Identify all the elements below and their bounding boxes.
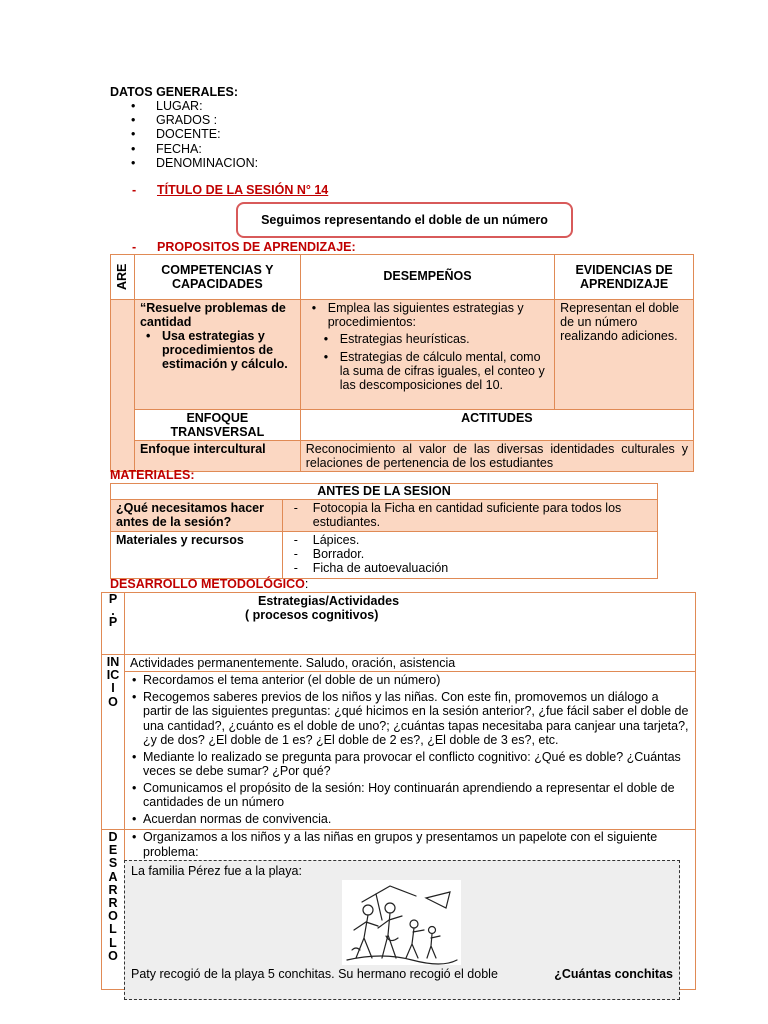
desarrollo-label-wrap: [110, 577, 308, 591]
inicio-cell: [102, 655, 125, 830]
inicio-letter: IC: [106, 668, 120, 683]
datos-item: • LUGAR:: [131, 99, 258, 113]
datos-item: • DOCENTE:: [131, 127, 258, 141]
pp-letter: P: [108, 615, 118, 629]
session-title: Seguimos representando el doble de un número: [261, 213, 548, 227]
competencia-text: “Resuelve problemas de cantidad: [139, 301, 286, 329]
desarrollo-label: DESARROLLO METODOLÓGICO: [110, 577, 305, 591]
inicio-item: • Recogemos saberes previos de los niños y las niñas. Con este fin, promovemos un diálogo a partir de las siguientes preguntas: ¿qué hicimos en la sesión anterior?, ¿fue fácil saber el doble de una cantidad?, ¿cuánto es el doble de uno?; ¿cuántas tapas necesitaba para canjear una tarjeta?, ¿y de dos? ¿El doble de 1 es? ¿El doble de 2 es?, ¿El doble de 3 es?, etc.: [130, 690, 690, 748]
datos-item: • GRADOS :: [131, 113, 258, 127]
desarrollo-letter: D: [108, 830, 118, 844]
desarrollo-colon: :: [304, 577, 309, 591]
materiales-header: ANTES DE LA SESION: [111, 484, 658, 500]
materiales-a2-item: - Borrador.: [288, 547, 652, 561]
propositos-label: PROPOSITOS DE APRENDIZAJE:: [157, 240, 356, 254]
desarrollo-letter: E: [108, 843, 118, 858]
desarrollo-item: • Organizamos a los niños y a las niñas en grupos y presentamos un papelote con el siguiente problema:: [130, 830, 690, 859]
materiales-a2-item: - Lápices.: [288, 533, 652, 547]
pp-letter: P: [108, 592, 118, 606]
desempeno-intro: • Emplea las siguientes estrategias y procedimientos:: [306, 301, 549, 329]
desempeno-cell: [300, 300, 554, 410]
actitud-cell: Reconocimiento al valor de las diversas identidades culturales y relaciones de pertenencia de los estudiantes: [300, 441, 693, 472]
inicio-item: • Recordamos el tema anterior (el doble de un número): [130, 673, 690, 688]
desarrollo-letter: L: [109, 935, 117, 950]
desempeno-item: • Estrategias heurísticas.: [318, 332, 549, 346]
desarrollo-letter: O: [108, 909, 118, 924]
propositos-dash: -: [132, 240, 137, 254]
inicio-item: • Acuerdan normas de convivencia.: [130, 812, 690, 827]
desempenos-header: DESEMPEÑOS: [300, 255, 554, 300]
materiales-a2-cell: [282, 532, 657, 579]
capacidad-item: • Usa estrategias y procedimientos de estimación y cálculo.: [140, 329, 295, 371]
estrategias-header: [125, 593, 696, 655]
materiales-a1-cell: [282, 500, 657, 532]
inicio-letter: O: [108, 694, 118, 709]
desarrollo-letter: R: [108, 882, 118, 897]
pp-cell: [102, 593, 125, 655]
materiales-a2-item: - Ficha de autoevaluación: [288, 561, 652, 575]
estrategias-header-line2: ( procesos cognitivos): [245, 608, 379, 622]
problem-box: [124, 860, 680, 1000]
pp-letter: .: [111, 603, 115, 618]
materiales-q2: Materiales y recursos: [111, 532, 283, 579]
inicio-letter: IN: [106, 655, 120, 669]
inicio-letter: I: [111, 681, 115, 696]
competencia-cell: [134, 300, 300, 410]
area-header: ARE: [111, 255, 135, 300]
inicio-content: [125, 655, 696, 830]
desempeno-item: • Estrategias de cálculo mental, como la suma de cifras iguales, el conteo y las descomposiciones del 10.: [318, 350, 549, 392]
session-title-box: [236, 202, 573, 238]
family-beach-drawing: [342, 880, 461, 965]
area-cell: [111, 300, 135, 472]
estrategias-header-line1: Estrategias/Actividades: [258, 594, 400, 608]
enfoque-header: ENFOQUE TRANSVERSAL: [134, 410, 300, 441]
enfoque-cell: Enfoque intercultural: [134, 441, 300, 472]
datos-item: • FECHA:: [131, 142, 258, 156]
problem-text: Paty recogió de la playa 5 conchitas. Su hermano recogió el doble: [131, 967, 498, 981]
inicio-first: Actividades permanentemente. Saludo, oración, asistencia: [125, 655, 695, 672]
session-dash: -: [132, 183, 137, 197]
materiales-table: [110, 483, 658, 579]
datos-list: [131, 99, 258, 170]
desarrollo-letter: S: [108, 856, 118, 871]
materiales-q1: ¿Qué necesitamos hacer antes de la sesión?: [111, 500, 283, 532]
evidencia-cell: Representan el doble de un número realizando adiciones.: [555, 300, 694, 410]
inicio-item: • Comunicamos el propósito de la sesión: Hoy continuarán aprendiendo a representar el doble de cantidades de un número: [130, 781, 690, 810]
actitudes-header: ACTITUDES: [300, 410, 693, 441]
competencias-header: COMPETENCIAS Y CAPACIDADES: [134, 255, 300, 300]
inicio-item: • Mediante lo realizado se pregunta para provocar el conflicto cognitivo: ¿Qué es doble? ¿Cuántas veces se debe sumar? ¿Por qué?: [130, 750, 690, 779]
session-label: TÍTULO DE LA SESIÓN N° 14: [157, 183, 329, 197]
evidencias-header: EVIDENCIAS DE APRENDIZAJE: [555, 255, 694, 300]
family-beach-illustration: [342, 880, 461, 965]
problem-question: ¿Cuántas conchitas: [554, 967, 673, 981]
desarrollo-letter: O: [108, 948, 118, 963]
desarrollo-letter: L: [109, 922, 117, 937]
desarrollo-cell: [102, 830, 125, 990]
desarrollo-letter: R: [108, 896, 118, 911]
materiales-label: MATERIALES:: [110, 468, 195, 482]
datos-heading: DATOS GENERALES:: [110, 85, 239, 99]
propositos-table: [110, 254, 694, 472]
problem-intro: La familia Pérez fue a la playa:: [131, 864, 302, 878]
problem-text-line: [131, 967, 673, 981]
materiales-a1: - Fotocopia la Ficha en cantidad suficiente para todos los estudiantes.: [288, 501, 652, 529]
desarrollo-letter: A: [108, 869, 118, 884]
datos-item: • DENOMINACION:: [131, 156, 258, 170]
